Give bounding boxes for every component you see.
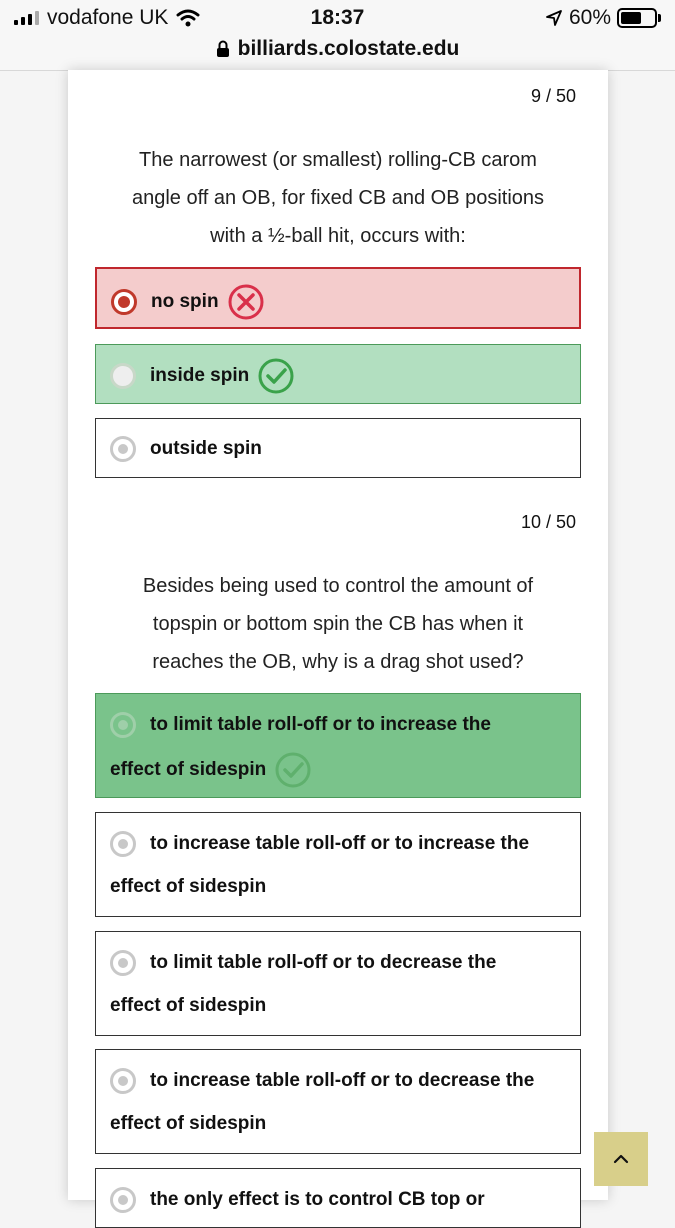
- radio-button[interactable]: [110, 363, 136, 389]
- radio-button[interactable]: [110, 712, 136, 738]
- option-label: inside spin: [150, 365, 250, 386]
- question-counter: 10 / 50: [520, 512, 576, 532]
- option-label-line1: the only effect is to control CB top or: [150, 1189, 485, 1210]
- question-text: [98, 567, 578, 681]
- question-counter: 9 / 50: [530, 86, 576, 106]
- question-line: Besides being used to control the amount of: [142, 575, 534, 597]
- option-label-line1: to increase table roll-off or to decrease the: [150, 1070, 535, 1091]
- lock-icon: [216, 40, 230, 58]
- radio-button[interactable]: [110, 950, 136, 976]
- status-bar: [0, 0, 675, 71]
- quiz-page: [68, 70, 608, 1210]
- option-label: no spin: [151, 291, 219, 312]
- radio-button[interactable]: [110, 1068, 136, 1094]
- option-label-line1: to limit table roll-off or to increase the: [150, 714, 491, 735]
- url-bar[interactable]: [0, 37, 675, 61]
- answer-option[interactable]: [95, 418, 581, 478]
- answer-option[interactable]: [95, 1168, 581, 1228]
- radio-button[interactable]: [110, 436, 136, 462]
- radio-button-selected[interactable]: [111, 289, 137, 315]
- answer-option-correct[interactable]: [95, 693, 581, 798]
- radio-button[interactable]: [110, 831, 136, 857]
- answer-option-selected-wrong[interactable]: [95, 267, 581, 329]
- question-line: angle off an OB, for fixed CB and OB positions: [131, 187, 545, 209]
- battery-area: [545, 6, 661, 30]
- answer-option[interactable]: [95, 1049, 581, 1154]
- option-label-line2: effect of sidespin: [110, 876, 267, 897]
- question-line: topspin or bottom spin the CB has when it: [152, 613, 524, 635]
- location-arrow-icon: [545, 9, 563, 27]
- option-label: outside spin: [150, 438, 262, 459]
- chevron-up-icon: [613, 1154, 629, 1164]
- battery-icon: [617, 8, 657, 28]
- clock: 18:37: [310, 6, 365, 29]
- answer-option[interactable]: [95, 931, 581, 1036]
- answer-option[interactable]: [95, 812, 581, 917]
- question-line: with a ½-ball hit, occurs with:: [210, 225, 466, 247]
- carrier-label: vodafone UK: [47, 6, 169, 29]
- question-text: [98, 141, 578, 255]
- question-line: The narrowest (or smallest) rolling-CB carom: [139, 149, 537, 171]
- option-label-line1: to increase table roll-off or to increase the: [150, 833, 530, 854]
- wrong-x-icon: [227, 283, 265, 321]
- scroll-to-top-button[interactable]: [594, 1132, 648, 1186]
- correct-check-icon: [274, 751, 312, 789]
- option-label-line2: effect of sidespin: [110, 759, 267, 780]
- answer-option-correct[interactable]: [95, 344, 581, 404]
- url-text: billiards.colostate.edu: [237, 37, 460, 60]
- battery-percent: 60%: [568, 6, 611, 29]
- option-label-line2: effect of sidespin: [110, 1113, 267, 1134]
- correct-check-icon: [257, 357, 295, 395]
- question-line: reaches the OB, why is a drag shot used?: [152, 651, 524, 673]
- radio-button[interactable]: [110, 1187, 136, 1213]
- option-label-line1: to limit table roll-off or to decrease the: [150, 952, 497, 973]
- option-label-line2: effect of sidespin: [110, 995, 267, 1016]
